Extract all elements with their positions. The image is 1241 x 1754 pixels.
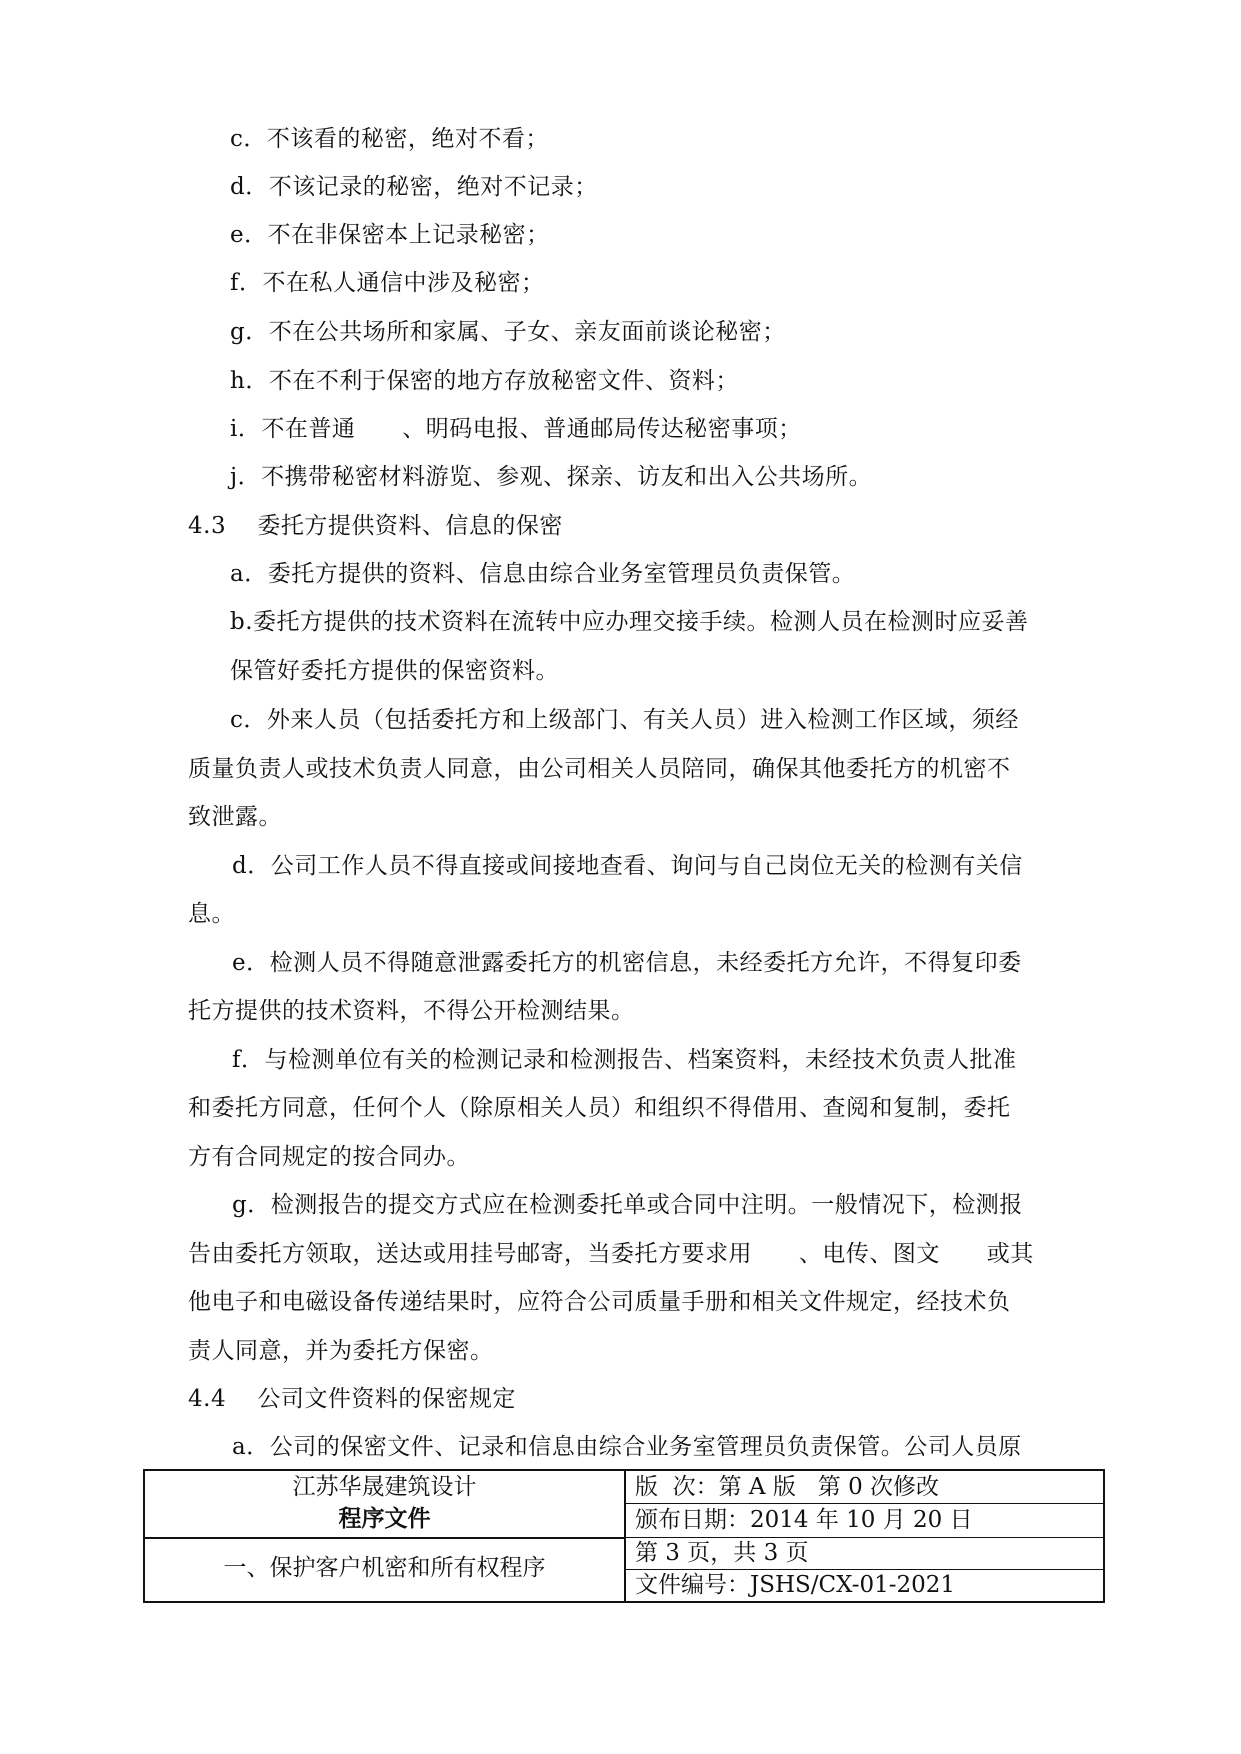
version-info: 版 次：第 A 版 第 0 次修改 <box>635 1474 940 1500</box>
body-line: 息。 <box>188 901 235 927</box>
body-line: i．不在普通 、明码电报、普通邮局传达秘密事项； <box>230 416 802 442</box>
body-line: 托方提供的技术资料，不得公开检测结果。 <box>188 998 635 1024</box>
body-line: 责人同意，并为委托方保密。 <box>188 1338 494 1364</box>
doc-type: 程序文件 <box>338 1506 431 1532</box>
body-line: c．外来人员（包括委托方和上级部门、有关人员）进入检测工作区域，须经 <box>230 707 1019 733</box>
table-divider <box>624 1471 626 1601</box>
body-line: d．不该记录的秘密，绝对不记录； <box>230 174 598 200</box>
company-name: 江苏华晟建筑设计 <box>292 1474 477 1500</box>
section-heading: 4.3 委托方提供资料、信息的保密 <box>188 513 563 539</box>
body-line: h．不在不利于保密的地方存放秘密文件、资料； <box>230 368 739 394</box>
body-line: g．不在公共场所和家属、子女、亲友面前谈论秘密； <box>230 319 786 345</box>
doc-number: 文件编号：JSHS/CX-01-2021 <box>635 1572 956 1598</box>
body-line: a．公司的保密文件、记录和信息由综合业务室管理员负责保管。公司人员原 <box>232 1434 1022 1460</box>
procedure-title: 一、保护客户机密和所有权程序 <box>223 1555 546 1581</box>
body-line: d．公司工作人员不得直接或间接地查看、询问与自己岗位无关的检测有关信 <box>232 853 1023 879</box>
body-line: f．与检测单位有关的检测记录和检测报告、档案资料，未经技术负责人批准 <box>232 1047 1017 1073</box>
body-line: c．不该看的秘密，绝对不看； <box>230 126 549 152</box>
body-line: e．不在非保密本上记录秘密； <box>230 222 550 248</box>
table-divider <box>626 1503 1103 1504</box>
table-divider <box>145 1537 624 1539</box>
body-line: 致泄露。 <box>188 804 282 830</box>
body-line: f．不在私人通信中涉及秘密； <box>230 270 545 296</box>
section-heading: 4.4 公司文件资料的保密规定 <box>188 1386 516 1412</box>
body-line: 质量负责人或技术负责人同意，由公司相关人员陪同，确保其他委托方的机密不 <box>188 756 1011 782</box>
body-line: 和委托方同意，任何个人（除原相关人员）和组织不得借用、查阅和复制，委托 <box>188 1095 1011 1121</box>
body-line: 他电子和电磁设备传递结果时，应符合公司质量手册和相关文件规定，经技术负 <box>188 1289 1011 1315</box>
body-line: a．委托方提供的资料、信息由综合业务室管理员负责保管。 <box>230 561 856 587</box>
body-line: b.委托方提供的技术资料在流转中应办理交接手续。检测人员在检测时应妥善 <box>230 609 1029 635</box>
body-line: 告由委托方领取，送达或用挂号邮寄，当委托方要求用 、电传、图文 或其 <box>188 1241 1034 1267</box>
body-line: 方有合同规定的按合同办。 <box>188 1144 470 1170</box>
document-footer-table <box>143 1469 1105 1603</box>
body-line: g．检测报告的提交方式应在检测委托单或合同中注明。一般情况下，检测报 <box>232 1192 1023 1218</box>
body-line: 保管好委托方提供的保密资料。 <box>230 658 559 684</box>
issue-date: 颁布日期：2014 年 10 月 20 日 <box>635 1507 973 1533</box>
page-info: 第 3 页，共 3 页 <box>635 1540 809 1566</box>
body-line: e．检测人员不得随意泄露委托方的机密信息，未经委托方允许，不得复印委 <box>232 950 1022 976</box>
body-line: j．不携带秘密材料游览、参观、探亲、访友和出入公共场所。 <box>230 464 873 490</box>
